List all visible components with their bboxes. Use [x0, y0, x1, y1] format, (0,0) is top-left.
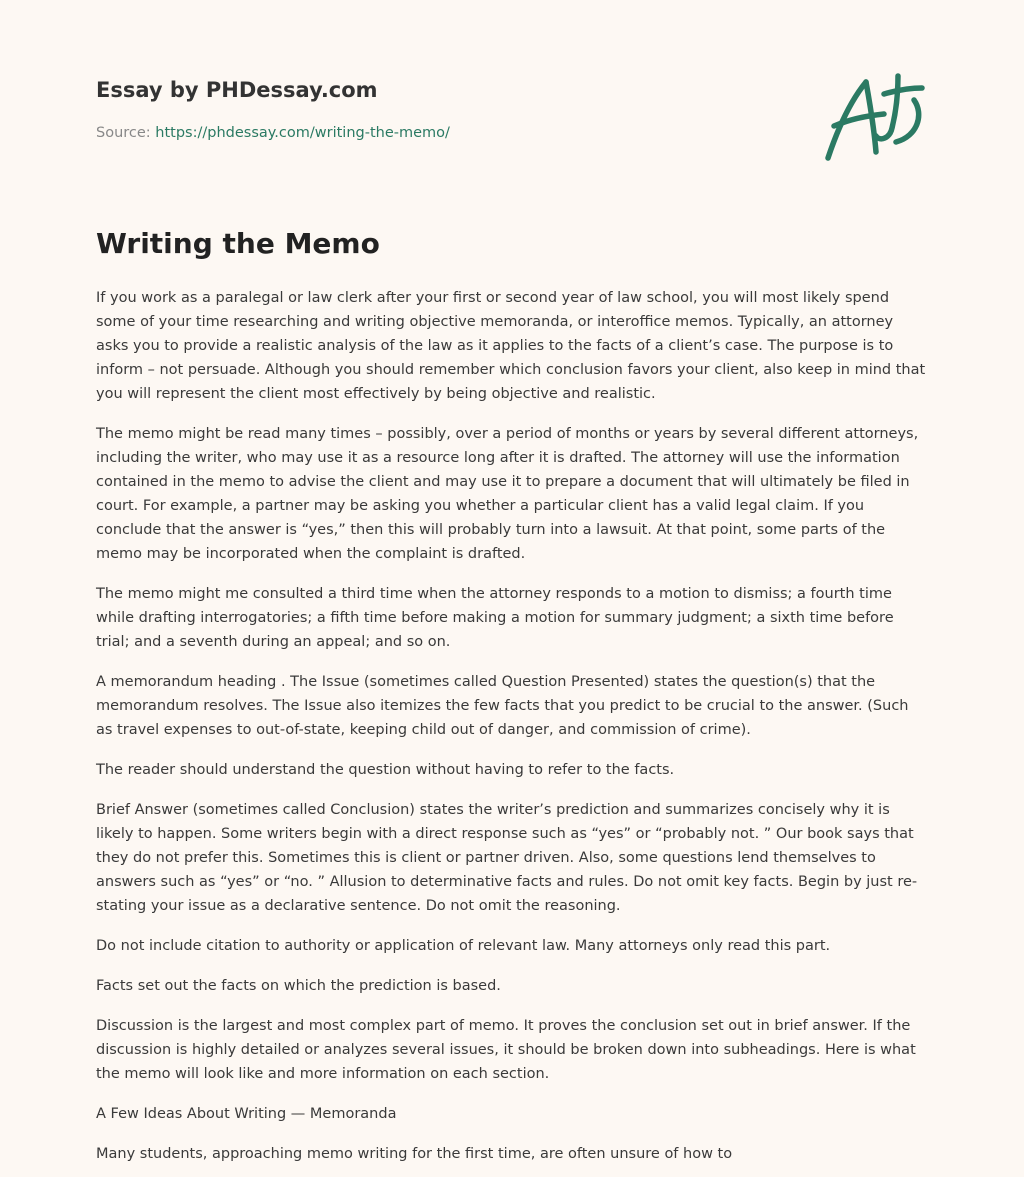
essay-paragraph: Discussion is the largest and most complex part of memo. It proves the conclusion set out in brief answer. If the discussion is highly detailed or analyzes several issues, it should be broken down into subheadings. Here is what the memo will look like and more information on each section. [96, 1018, 916, 1082]
essay-paragraph: Brief Answer (sometimes called Conclusion) states the writer’s prediction and summarizes concisely why it is likely to happen. Some writers begin with a direct response such as “yes” or “probably not. ” Our book says that they do not prefer this. Sometimes this is client or partner driven. Also, some questions lend themselves to answers such as “yes” or “no. ” Allusion to determinative facts and rules. Do not omit key facts. Begin by just re-stating your issue as a declarative sentence. Do not omit the reasoning. [96, 802, 918, 914]
source-line [96, 124, 450, 142]
essay-body [96, 286, 928, 1177]
page-header [96, 78, 928, 168]
essay-subheading: A Few Ideas About Writing — Memoranda [96, 1106, 397, 1122]
essay-paragraph: A memorandum heading . The Issue (sometimes called Question Presented) states the question(s) that the memorandum resolves. The Issue also itemizes the few facts that you predict to be crucial to the answer. (Such as travel expenses to out-of-state, keeping child out of danger, and commission of crime). [96, 674, 909, 738]
essay-paragraph: The memo might me consulted a third time when the attorney responds to a motion to dismiss; a fourth time while drafting interrogatories; a fifth time before making a motion for summary judgment; a sixth time before trial; and a seventh during an appeal; and so on. [96, 586, 894, 650]
essay-title: Writing the Memo [96, 227, 380, 260]
site-title: Essay by PHDessay.com [96, 78, 378, 102]
source-link[interactable]: https://phdessay.com/writing-the-memo/ [155, 125, 450, 141]
essay-page [96, 0, 928, 1177]
essay-paragraph: Do not include citation to authority or application of relevant law. Many attorneys only read this part. [96, 938, 831, 954]
a-plus-logo [822, 70, 926, 166]
essay-paragraph: The memo might be read many times – possibly, over a period of months or years by several different attorneys, including the writer, who may use it as a resource long after it is drafted. The attorney will use the information contained in the memo to advise the client and may use it to prepare a document that will ultimately be filed in court. For example, a partner may be asking you whether a particular client has a valid legal claim. If you conclude that the answer is “yes,” then this will probably turn into a lawsuit. At that point, some parts of the memo may be incorporated when the complaint is drafted. [96, 426, 919, 562]
essay-paragraph: Many students, approaching memo writing for the first time, are often unsure of how to [96, 1146, 733, 1162]
essay-paragraph: Facts set out the facts on which the prediction is based. [96, 978, 501, 994]
essay-paragraph: The reader should understand the question without having to refer to the facts. [96, 762, 675, 778]
essay-paragraph: If you work as a paralegal or law clerk after your first or second year of law school, you will most likely spend some of your time researching and writing objective memoranda, or interoffice memos. Typically, an attorney asks you to provide a realistic analysis of the law as it applies to the facts of a client’s case. The purpose is to inform – not persuade. Although you should remember which conclusion favors your client, also keep in mind that you will represent the client most effectively by being objective and realistic. [96, 290, 926, 402]
source-label: Source: [96, 125, 151, 141]
